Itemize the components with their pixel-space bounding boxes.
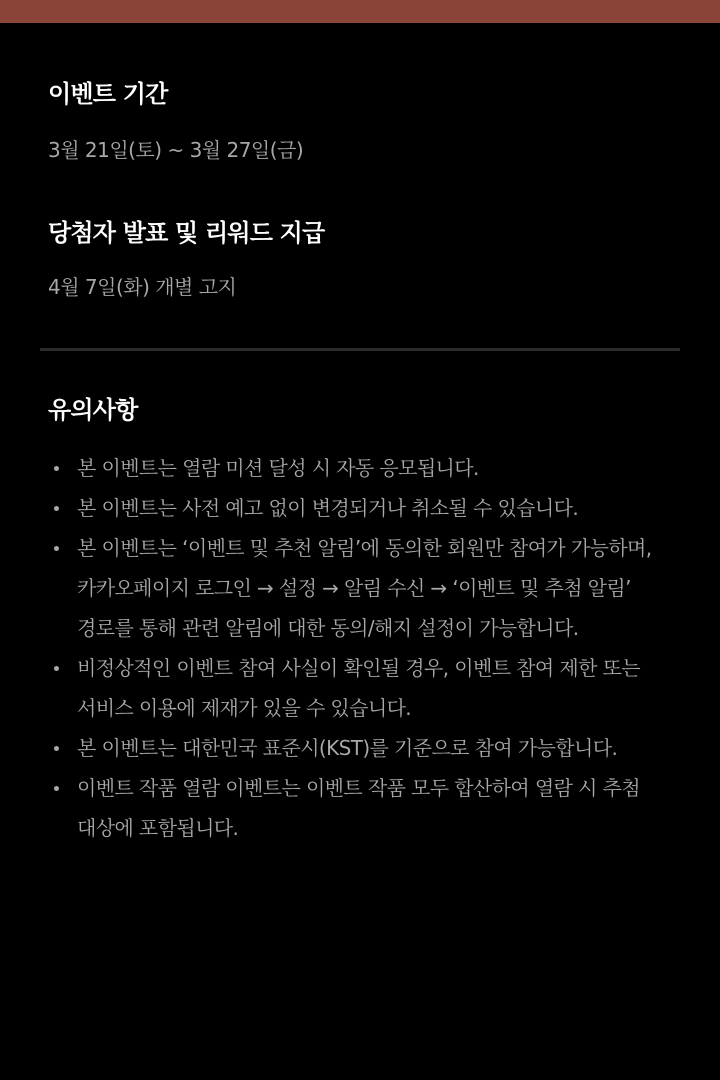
notice-text: 본 이벤트는 열람 미션 달성 시 자동 응모됩니다. [77,456,479,480]
notice-item [48,648,678,728]
winner-announcement-title: 당첨자 발표 및 리워드 지급 [48,219,325,247]
notices-title: 유의사항 [48,396,138,424]
event-period-title: 이벤트 기간 [48,80,168,108]
bullet-dot-icon [54,786,59,791]
notice-text: 본 이벤트는 사전 예고 없이 변경되거나 취소될 수 있습니다. [77,496,579,520]
notice-item [48,448,678,488]
winner-announcement-value: 4월 7일(화) 개별 고지 [48,275,237,299]
bullet-dot-icon [54,746,59,751]
bullet-dot-icon [54,666,59,671]
bullet-dot-icon [54,506,59,511]
notice-item [48,528,678,648]
notice-item [48,488,678,528]
bullet-dot-icon [54,466,59,471]
notice-text: 이벤트 작품 열람 이벤트는 이벤트 작품 모두 합산하여 열람 시 추첨 대상에 포함됩니다. [77,776,641,840]
top-color-bar [0,0,720,23]
bullet-dot-icon [54,546,59,551]
event-period-value: 3월 21일(토) ~ 3월 27일(금) [48,138,304,162]
notice-text: 본 이벤트는 대한민국 표준시(KST)를 기준으로 참여 가능합니다. [77,736,618,760]
notice-item [48,728,678,768]
notice-text: 본 이벤트는 ‘이벤트 및 추천 알림’에 동의한 회원만 참여가 가능하며, 카카오페이지 로그인 → 설정 → 알림 수신 → ‘이벤트 및 추첨 알림’ 경로를 통해 관련 알림에 대한 동의/해지 설정이 가능합니다. [77,536,652,640]
notice-list [48,448,678,848]
notice-item [48,768,678,848]
notice-text: 비정상적인 이벤트 참여 사실이 확인될 경우, 이벤트 참여 제한 또는 서비스 이용에 제재가 있을 수 있습니다. [77,656,641,720]
section-divider [40,348,680,351]
